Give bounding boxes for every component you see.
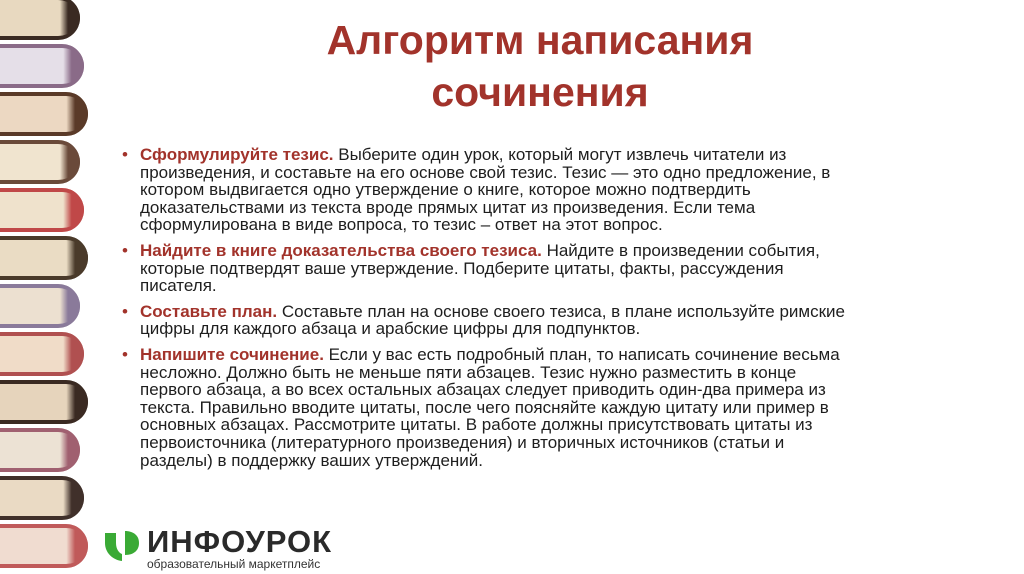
book-spine bbox=[0, 332, 84, 376]
text-line bbox=[140, 434, 950, 452]
books-stack-decoration bbox=[0, 0, 108, 574]
bullet-text: Найдите в произведении события, bbox=[541, 240, 820, 260]
text-line bbox=[140, 303, 950, 321]
book-spine bbox=[0, 524, 88, 568]
book-spine bbox=[0, 188, 84, 232]
title-line-2: сочинения bbox=[431, 69, 649, 115]
text-line bbox=[140, 260, 950, 278]
bullet-text: текста. Правильно вводите цитаты, после чего поясняйте каждую цитату или пример в bbox=[140, 397, 829, 417]
bullet-text: котором выдвигается одно утверждение о книге, которое можно подтвердить bbox=[140, 180, 751, 200]
bullet-text: которые подтвердят ваше утверждение. Подберите цитаты, факты, рассуждения bbox=[140, 258, 784, 278]
bullet-text: первого абзаца, а во всех остальных абзацах следует приводить один-два примера из bbox=[140, 380, 826, 400]
text-line bbox=[140, 416, 950, 434]
book-spine bbox=[0, 44, 84, 88]
bullet-text: первоисточника (литературного произведения) и вторичных источников (статьи и bbox=[140, 432, 785, 452]
text-line bbox=[140, 277, 950, 295]
title-line-1: Алгоритм написания bbox=[326, 17, 754, 63]
text-line bbox=[140, 346, 950, 364]
book-spine bbox=[0, 236, 88, 280]
bullet-text: Выберите один урок, который могут извлечь читатели из bbox=[333, 145, 787, 164]
bullet-text: цифры для каждого абзаца и арабские цифры для подпунктов. bbox=[140, 319, 641, 339]
infourok-logo bbox=[105, 524, 333, 571]
bullet-list bbox=[120, 146, 950, 477]
bullet-text: Составьте план на основе своего тезиса, в плане используйте римские bbox=[277, 301, 845, 321]
bullet-icon: • bbox=[122, 301, 128, 321]
text-line bbox=[140, 381, 950, 399]
bullet-icon: • bbox=[122, 145, 128, 164]
text-line bbox=[140, 399, 950, 417]
bullet-heading: Сформулируйте тезис. bbox=[140, 145, 334, 164]
bullet-item bbox=[120, 303, 950, 338]
book-spine bbox=[0, 140, 80, 184]
bullet-text: Если у вас есть подробный план, то написать сочинение весьма bbox=[323, 344, 840, 364]
bullet-text: писателя. bbox=[140, 276, 217, 296]
bullet-item bbox=[120, 242, 950, 295]
book-spine bbox=[0, 284, 80, 328]
logo-name: ИНФОУРОК bbox=[147, 524, 333, 559]
bullet-icon: • bbox=[122, 344, 128, 364]
bullet-item bbox=[120, 346, 950, 469]
text-line bbox=[140, 242, 950, 260]
bullet-item bbox=[120, 146, 950, 234]
text-line bbox=[140, 320, 950, 338]
text-line bbox=[140, 452, 950, 470]
book-spine bbox=[0, 428, 80, 472]
bullet-heading: Напишите сочинение. bbox=[140, 344, 324, 364]
logo-leaf-icon bbox=[105, 529, 139, 561]
bullet-text: сформулирована в виде вопроса, то тезис – ответ на этот вопрос. bbox=[140, 215, 663, 235]
bullet-text: несложно. Должно быть не меньше пяти абзацев. Тезис нужно разместить в конце bbox=[140, 362, 797, 382]
book-spine bbox=[0, 0, 80, 40]
bullet-text: произведения, и составьте на его основе свой тезис. Тезис — это одно предложение, в bbox=[140, 162, 831, 182]
bullet-heading: Составьте план. bbox=[140, 301, 278, 321]
text-line bbox=[140, 364, 950, 382]
book-spine bbox=[0, 476, 84, 520]
text-line bbox=[140, 216, 950, 234]
bullet-text: основных абзацах. Рассмотрите цитаты. В работе должны присутствовать цитаты из bbox=[140, 415, 813, 435]
logo-tagline: образовательный маркетплейс bbox=[147, 557, 321, 571]
book-spine bbox=[0, 380, 88, 424]
text-line bbox=[140, 199, 950, 217]
book-spine bbox=[0, 92, 88, 136]
bullet-text: разделы) в поддержку ваших утверждений. bbox=[140, 450, 484, 470]
slide-title bbox=[120, 14, 960, 118]
bullet-text: доказательствами из текста вроде прямых цитат из произведения. Если тема bbox=[140, 197, 756, 217]
text-line bbox=[140, 164, 950, 182]
bullet-icon: • bbox=[122, 240, 128, 260]
text-line bbox=[140, 181, 950, 199]
bullet-heading: Найдите в книге доказательства своего тезиса. bbox=[140, 240, 542, 260]
text-line bbox=[140, 146, 950, 164]
